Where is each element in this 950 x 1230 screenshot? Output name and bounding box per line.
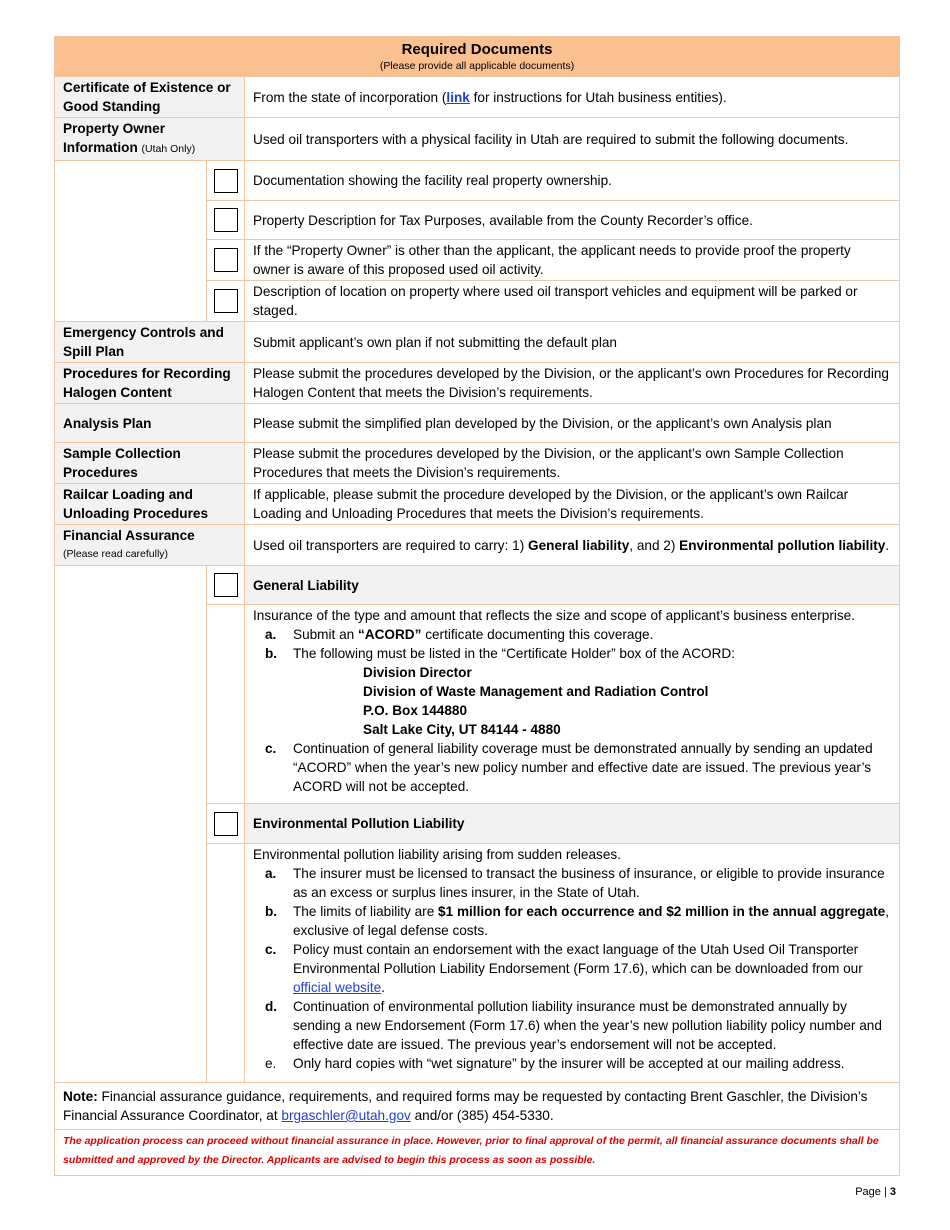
row-analysis xyxy=(55,404,900,443)
page-number: 3 xyxy=(889,1186,896,1198)
list-item xyxy=(253,940,891,997)
page-label: Page | xyxy=(855,1186,890,1198)
sample-label: Sample Collection Procedures xyxy=(55,443,245,484)
row-warning xyxy=(55,1130,900,1176)
financial-label-note: (Please read carefully) xyxy=(63,548,169,560)
row-sample xyxy=(55,443,900,484)
location-description-checkbox[interactable] xyxy=(214,289,238,313)
list-item xyxy=(253,864,891,902)
list-marker: c. xyxy=(265,741,277,756)
row-property-item-1 xyxy=(55,161,900,201)
table-header xyxy=(55,37,900,77)
list-marker: d. xyxy=(265,999,278,1014)
property-item-text: Property Description for Tax Purposes, available from the County Recorder’s office. xyxy=(245,201,900,240)
financial-text-post: . xyxy=(885,537,890,553)
item-text: The following must be listed in the “Certificate Holder” box of the ACORD: xyxy=(293,646,735,661)
list-item xyxy=(253,739,891,796)
table-title: Required Documents xyxy=(401,40,553,58)
general-liability-title: General Liability xyxy=(245,566,900,605)
list-item xyxy=(253,644,891,663)
email-link[interactable]: brgaschler@utah.gov xyxy=(281,1108,411,1123)
list-marker: a. xyxy=(265,866,277,881)
note-label: Note: xyxy=(63,1089,98,1104)
pollution-liability-title: Environmental Pollution Liability xyxy=(245,804,900,844)
pollution-liability-body xyxy=(245,844,900,1083)
list-marker: e. xyxy=(265,1056,277,1071)
property-owner-label-text: Property Owner Information xyxy=(63,121,165,155)
checkbox-cell xyxy=(207,201,245,240)
property-item-text: Documentation showing the facility real property ownership. xyxy=(245,161,900,201)
liability-limits-bold: $1 million for each occurrence and $2 million in the annual aggregate xyxy=(438,904,886,919)
certificate-text-pre: From the state of incorporation ( xyxy=(253,89,447,105)
list-item xyxy=(253,1054,891,1073)
checkbox-cell xyxy=(207,804,245,844)
certificate-text-post: for instructions for Utah business entities). xyxy=(469,89,727,105)
checkbox-cell xyxy=(207,281,245,322)
row-emergency xyxy=(55,322,900,363)
financial-label-text: Financial Assurance xyxy=(63,528,195,543)
general-liability-list xyxy=(253,625,891,663)
halogen-text: Please submit the procedures developed by the Division, or the applicant’s own Procedures for Recording Halogen Content that meets the Division’s requirements. xyxy=(245,363,900,404)
row-general-liability-heading xyxy=(55,566,900,605)
list-item xyxy=(253,902,891,940)
item-text: Continuation of general liability coverage must be demonstrated annually by sending an updated “ACORD” when the year’s new policy number and effective date are issued. The previous year’s ACORD will not be accepted. xyxy=(293,741,873,794)
general-liability-intro: Insurance of the type and amount that reflects the size and scope of applicant’s business enterprise. xyxy=(253,608,856,623)
property-owner-label xyxy=(55,118,245,161)
certificate-text xyxy=(245,77,900,118)
general-liability-checkbox[interactable] xyxy=(214,573,238,597)
checkbox-cell xyxy=(207,161,245,201)
address-line: Division Director xyxy=(363,665,472,680)
railcar-text: If applicable, please submit the procedure developed by the Division, or the applicant’s own Railcar Loading and Unloading Procedures that meets the Division’s requirements. xyxy=(245,484,900,525)
warning-text: The application process can proceed without financial assurance in place. However, prior to final approval of the permit, all financial assurance documents shall be submitted and approved by the Director. Applicants are advised to begin this process as soon as possible. xyxy=(55,1130,900,1176)
list-item xyxy=(253,997,891,1054)
note-text-post: and/or (385) 454-5330. xyxy=(410,1108,554,1123)
list-marker: c. xyxy=(265,942,277,957)
financial-label xyxy=(55,525,245,566)
row-property-owner xyxy=(55,118,900,161)
list-item xyxy=(253,625,891,644)
emergency-text: Submit applicant’s own plan if not submitting the default plan xyxy=(245,322,900,363)
list-marker: a. xyxy=(265,627,277,642)
address-line: Division of Waste Management and Radiation Control xyxy=(363,684,709,699)
item-text: Submit an xyxy=(293,627,358,642)
blank-cell xyxy=(207,605,245,804)
address-line: P.O. Box 144880 xyxy=(363,703,468,718)
row-halogen xyxy=(55,363,900,404)
incorporation-link[interactable]: link xyxy=(446,89,470,105)
property-ownership-checkbox[interactable] xyxy=(214,169,238,193)
pollution-liability-checkbox[interactable] xyxy=(214,812,238,836)
blank-cell xyxy=(55,161,207,322)
pollution-list xyxy=(253,864,891,1073)
property-owner-label-note: (Utah Only) xyxy=(141,143,196,155)
blank-cell xyxy=(55,566,207,1083)
item-text: The insurer must be licensed to transact the business of insurance, or eligible to provide insurance as an excess or surplus lines insurer, in the State of Utah. xyxy=(293,866,885,900)
address-line: Salt Lake City, UT 84144 - 4880 xyxy=(363,722,561,737)
item-text: certificate documenting this coverage. xyxy=(421,627,654,642)
financial-text-mid: , and 2) xyxy=(629,537,680,553)
row-certificate xyxy=(55,77,900,118)
item-text: , exclusive of legal defense costs. xyxy=(293,904,890,938)
item-text: Only hard copies with “wet signature” by the insurer will be accepted at our mailing address. xyxy=(293,1056,845,1071)
item-text: Continuation of environmental pollution liability insurance must be demonstrated annually by sending a new Endorsement (Form 17.6) when the year’s new pollution liability policy number and effective date are issued. The previous year’s endorsement will not be accepted. xyxy=(293,999,882,1052)
general-liability-list-cont xyxy=(253,739,891,796)
item-text: The limits of liability are xyxy=(293,904,439,919)
financial-bold-pollution: Environmental pollution liability xyxy=(679,537,886,553)
financial-text xyxy=(245,525,900,566)
list-marker: b. xyxy=(265,904,278,919)
table-subtitle: (Please provide all applicable documents) xyxy=(379,59,575,72)
analysis-label: Analysis Plan xyxy=(55,404,245,443)
official-website-link[interactable]: official website xyxy=(293,980,382,995)
sample-text: Please submit the procedures developed by the Division, or the applicant’s own Sample Collection Procedures that meets the Division’s requirements. xyxy=(245,443,900,484)
halogen-label: Procedures for Recording Halogen Content xyxy=(55,363,245,404)
pollution-intro: Environmental pollution liability arising from sudden releases. xyxy=(253,847,621,862)
property-owner-text: Used oil transporters with a physical facility in Utah are required to submit the following documents. xyxy=(245,118,900,161)
property-item-text: If the “Property Owner” is other than the applicant, the applicant needs to provide proof the property owner is aware of this proposed used oil activity. xyxy=(245,240,900,281)
certificate-label: Certificate of Existence or Good Standing xyxy=(55,77,245,118)
acord-bold: “ACORD” xyxy=(357,627,422,642)
property-owner-proof-checkbox[interactable] xyxy=(214,248,238,272)
emergency-label: Emergency Controls and Spill Plan xyxy=(55,322,245,363)
financial-bold-general: General liability xyxy=(528,537,630,553)
railcar-label: Railcar Loading and Unloading Procedures xyxy=(55,484,245,525)
list-marker: b. xyxy=(265,646,278,661)
analysis-text: Please submit the simplified plan developed by the Division, or the applicant’s own Analysis plan xyxy=(245,404,900,443)
property-item-text: Description of location on property where used oil transport vehicles and equipment will be parked or staged. xyxy=(245,281,900,322)
general-liability-body xyxy=(245,605,900,804)
blank-cell xyxy=(207,844,245,1083)
row-note xyxy=(55,1083,900,1130)
checkbox-cell xyxy=(207,240,245,281)
note-cell xyxy=(55,1083,900,1130)
row-railcar xyxy=(55,484,900,525)
required-documents-table xyxy=(54,36,900,1176)
row-financial xyxy=(55,525,900,566)
checkbox-cell xyxy=(207,566,245,605)
item-text: Policy must contain an endorsement with the exact language of the Utah Used Oil Transporter Environmental Pollution Liability Endorsement (Form 17.6), which can be downloaded from our xyxy=(293,942,863,976)
certificate-holder-address xyxy=(253,663,891,739)
property-description-checkbox[interactable] xyxy=(214,208,238,232)
item-text: . xyxy=(381,980,385,995)
page-footer xyxy=(855,1186,896,1198)
note-text: Financial assurance guidance, requirements, and required forms may be requested by contacting Brent Gaschler, the Division’s Financial Assurance Coordinator, at xyxy=(63,1089,868,1123)
financial-text-pre: Used oil transporters are required to carry: 1) xyxy=(253,537,529,553)
